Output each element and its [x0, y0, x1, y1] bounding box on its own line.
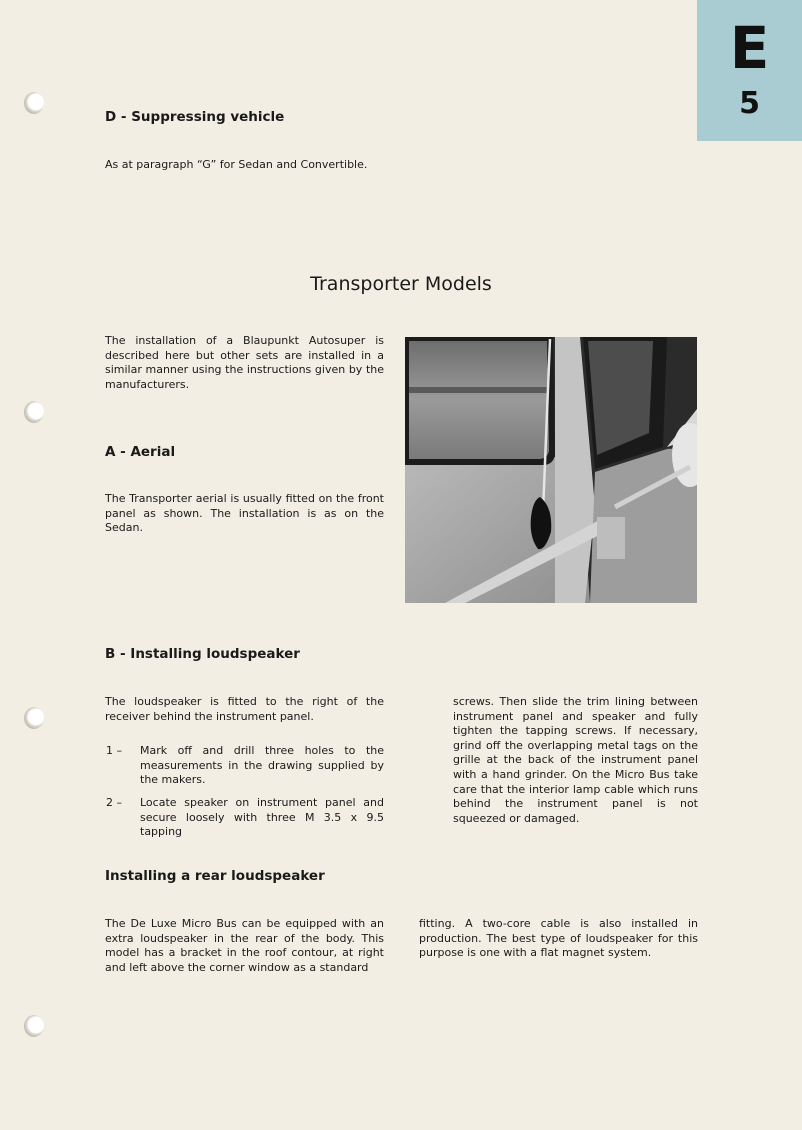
- section-d-text: As at paragraph “G” for Sedan and Convertible.: [105, 158, 368, 171]
- binder-hole: [24, 92, 44, 114]
- binder-hole: [24, 707, 44, 729]
- intro-paragraph: The installation of a Blaupunkt Autosuper is described here but other sets are installed in a similar manner using the instructions given by the manufacturers.: [105, 334, 384, 391]
- step-number: 1 –: [106, 744, 122, 757]
- list-item: [106, 744, 384, 787]
- photo-illustration: [405, 337, 697, 603]
- tab-letter: E: [729, 14, 770, 82]
- rear-loudspeaker-text-right: fitting. A two-core cable is also installed in production. The best type of loudspeaker for this purpose is one with a flat magnet system.: [419, 917, 698, 960]
- list-item: [106, 796, 384, 839]
- section-b-heading: B - Installing loudspeaker: [105, 646, 300, 662]
- section-d-heading: D - Suppressing vehicle: [105, 109, 285, 125]
- step-number: 2 –: [106, 796, 122, 809]
- binder-hole: [24, 1015, 44, 1037]
- rear-loudspeaker-text-left: The De Luxe Micro Bus can be equipped with an extra loudspeaker in the rear of the body. This model has a bracket in the roof contour, at right and left above the corner window as a standard: [105, 917, 384, 974]
- section-a-heading: A - Aerial: [105, 444, 176, 460]
- section-a-text: The Transporter aerial is usually fitted on the front panel as shown. The installation is as on the Sedan.: [105, 492, 384, 535]
- rear-loudspeaker-heading: Installing a rear loudspeaker: [105, 868, 325, 884]
- section-b-text: The loudspeaker is fitted to the right of the receiver behind the instrument panel.: [105, 695, 384, 723]
- step-text: Locate speaker on instrument panel and secure loosely with three M 3.5 x 9.5 tapping: [140, 796, 384, 839]
- transporter-aerial-photo: [405, 337, 697, 603]
- section-b-continuation: screws. Then slide the trim lining between instrument panel and speaker and fully tighten the tapping screws. If necessary, grind off the overlapping metal tags on the grille at the back of the instrument panel with a hand grinder. On the Micro Bus take care that the interior lamp cable which runs behind the instrument panel is not squeezed or damaged.: [453, 695, 698, 825]
- page-title: Transporter Models: [310, 272, 492, 295]
- step-text: Mark off and drill three holes to the measurements in the drawing supplied by the makers.: [140, 744, 384, 787]
- section-tab: [697, 0, 802, 141]
- tab-number: 5: [739, 86, 760, 121]
- binder-hole: [24, 401, 44, 423]
